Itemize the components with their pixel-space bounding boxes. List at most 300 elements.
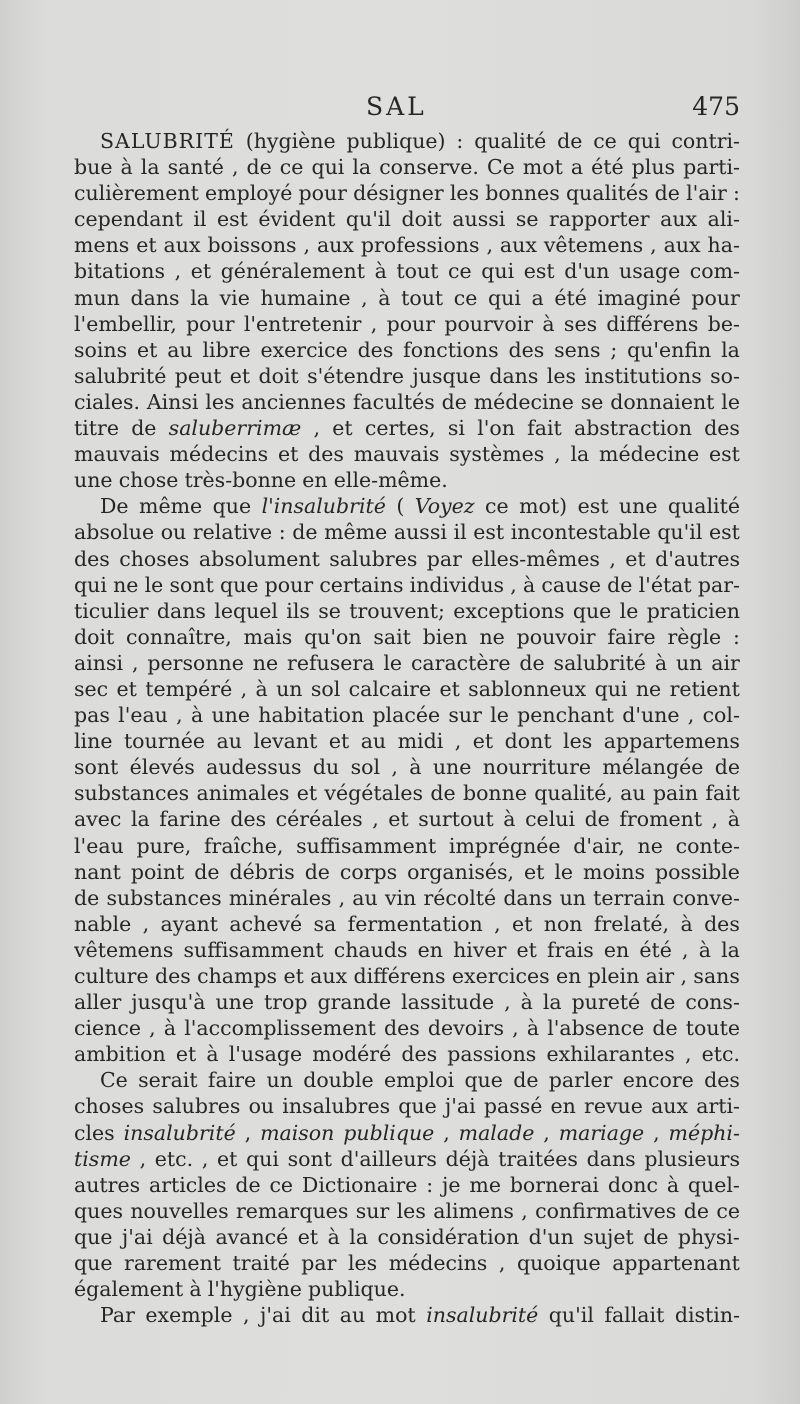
word: praticien [646, 598, 740, 623]
word: sol [350, 755, 381, 780]
word: des [704, 1068, 740, 1093]
word: achevé [229, 911, 303, 936]
word: une [211, 703, 250, 728]
word: cience [74, 1016, 141, 1041]
word: même [139, 494, 203, 519]
word: l'hygiène [207, 1277, 302, 1302]
word: de [584, 807, 610, 832]
word: de [292, 520, 318, 545]
word: ce [269, 1172, 294, 1197]
word: à [378, 285, 391, 310]
word: ayant [160, 911, 218, 936]
word: maison [260, 1120, 335, 1145]
word: l'entretenir [243, 311, 362, 336]
word: penchant [517, 703, 614, 728]
word: Ce [100, 1068, 128, 1093]
word: bornerai [509, 1172, 599, 1197]
word: doit [74, 624, 115, 649]
word: bien [422, 624, 468, 649]
word: de [683, 1198, 709, 1223]
word: insalubrité [123, 1120, 236, 1145]
word: mun [74, 285, 120, 310]
word: généralement [220, 259, 365, 284]
word: froment [619, 807, 703, 832]
word: me [469, 1172, 501, 1197]
word: caractère [410, 650, 511, 675]
word: parler [548, 1068, 613, 1093]
word: arti- [696, 1094, 740, 1119]
word: désigner [353, 181, 444, 206]
word: des [230, 807, 267, 832]
word: distin- [674, 1303, 740, 1328]
word: com- [689, 259, 740, 284]
text-line [74, 937, 740, 963]
word: dans [489, 363, 539, 388]
word: à [409, 755, 422, 780]
word: quel- [687, 1172, 740, 1197]
word: sans [693, 964, 740, 988]
word: mauvais [74, 442, 160, 467]
word: appartemens [603, 729, 740, 754]
word: autres [74, 1172, 141, 1197]
word: avec [74, 807, 122, 832]
word: ne [252, 650, 279, 675]
word: à [206, 1042, 219, 1067]
body-text [74, 128, 740, 1328]
text-line [74, 441, 740, 467]
word: so- [710, 363, 740, 388]
word: en [550, 1094, 576, 1119]
word: si [447, 416, 465, 441]
word: personne [147, 650, 244, 675]
word: l'embellir, [74, 311, 177, 336]
word: fonctions [403, 337, 499, 362]
word: le [144, 572, 164, 597]
text-line [74, 180, 740, 206]
word: : [733, 181, 740, 206]
text-line [74, 363, 740, 389]
word: je [442, 1172, 461, 1197]
word: à [666, 1172, 680, 1197]
word: elle-même. [333, 468, 448, 493]
word: et [175, 1042, 197, 1067]
word: pureté [571, 990, 641, 1015]
word: ce [593, 129, 617, 153]
word: lequel [214, 598, 278, 623]
word: exercices [451, 964, 550, 988]
word: frelaté, [593, 911, 670, 936]
word: et [136, 337, 158, 362]
word: même [324, 520, 388, 545]
word: mot [375, 1303, 416, 1328]
word: faire [607, 624, 656, 649]
word: se [515, 207, 539, 232]
word: la [570, 442, 590, 467]
word: bonnes [485, 181, 560, 206]
word: que [220, 572, 259, 597]
word: ne [479, 624, 505, 649]
word: de [430, 781, 456, 806]
word: mens [74, 233, 130, 258]
word: l'eau [74, 833, 124, 858]
word: cles [74, 1120, 115, 1145]
text-line [74, 1120, 740, 1146]
word: double [303, 1068, 374, 1093]
word: moins [583, 859, 646, 884]
word: qui [488, 285, 521, 310]
word: , [454, 729, 462, 754]
word: au [620, 781, 646, 806]
word: , [486, 233, 493, 258]
word: doit [401, 207, 442, 232]
word: qu'enfin [627, 337, 712, 362]
word: nouvelles [130, 1198, 229, 1223]
word: , [650, 233, 657, 258]
word: passé [483, 1094, 543, 1119]
word: imprégnée [448, 833, 561, 858]
word: revue [584, 1094, 643, 1119]
word: l'accomplissement [184, 1016, 376, 1041]
word: audessus [206, 755, 302, 780]
word: , [240, 676, 248, 701]
word: hiver [453, 937, 507, 962]
word: ; [610, 337, 618, 362]
word: ne [113, 572, 139, 597]
text-line [74, 258, 740, 284]
word: vêtemens [543, 233, 644, 258]
word: Ce [486, 155, 515, 180]
word: aux [499, 233, 537, 258]
word: et [332, 416, 353, 441]
word: de [519, 650, 545, 675]
word: titre [74, 416, 119, 441]
word: qualité, [534, 781, 613, 806]
word: ses [563, 311, 598, 336]
word: ils [286, 598, 310, 623]
word: à [374, 259, 387, 284]
word: qui [627, 129, 661, 153]
word: faire [207, 1068, 257, 1093]
word: , [313, 416, 321, 441]
word: l'on [477, 416, 515, 441]
word: employé [205, 181, 293, 206]
text-line [74, 1302, 740, 1328]
word: aussi [393, 520, 447, 545]
word: line [74, 729, 113, 754]
word: organisés, [407, 859, 515, 884]
page-number: 475 [692, 92, 740, 121]
word: la [130, 807, 150, 832]
word: , [361, 285, 368, 310]
word: j'ai [260, 1303, 291, 1328]
word: ( [396, 494, 405, 519]
text-line [74, 493, 740, 519]
word: de [194, 859, 220, 884]
word: dans [130, 285, 180, 310]
word: et [296, 781, 318, 806]
word: sablonneux [468, 676, 587, 701]
word: au [167, 337, 193, 362]
word: et [283, 964, 304, 988]
word: été [554, 285, 587, 310]
word: que [464, 1068, 503, 1093]
word: champs [197, 964, 278, 988]
word: aux [660, 207, 698, 232]
word: , [391, 755, 398, 780]
word: à [327, 1224, 340, 1249]
text-line [74, 1041, 740, 1067]
word: exercice [260, 337, 348, 362]
word: , [149, 1016, 156, 1041]
word: et [136, 233, 157, 258]
word: refusera [287, 650, 375, 675]
word: , [510, 572, 517, 597]
word: dans [586, 1146, 636, 1171]
word: que [212, 494, 252, 519]
word: qui [594, 676, 628, 701]
text-line [74, 572, 740, 598]
word: de [654, 181, 680, 206]
word: doit [258, 363, 299, 388]
word: ques [74, 1198, 123, 1223]
word: élevés [129, 755, 195, 780]
word: substances [106, 885, 222, 910]
word: médecins [169, 442, 269, 467]
word: pour [264, 572, 314, 597]
word: sont [169, 572, 214, 597]
word: tout [401, 285, 444, 310]
word: , [504, 990, 511, 1015]
word: publique. [307, 1277, 406, 1302]
word: les [449, 181, 480, 206]
word: par [301, 1251, 337, 1276]
word: pour [386, 311, 436, 336]
word: des [154, 964, 191, 988]
word: De [100, 494, 129, 519]
word: en [603, 937, 630, 962]
word: à [189, 1277, 202, 1302]
word: aux [663, 233, 701, 258]
word: articles [148, 1172, 227, 1197]
word: modéré [312, 1042, 392, 1067]
word: chauds [333, 937, 408, 962]
word: tempéré [145, 676, 233, 701]
word: médecins [388, 1251, 488, 1276]
word: sait [373, 624, 411, 649]
word: que [74, 1251, 113, 1276]
word: en [556, 964, 582, 988]
word: , [443, 1120, 450, 1145]
word: du [312, 755, 340, 780]
word: méphi- [668, 1120, 740, 1145]
word: une [74, 468, 113, 493]
word: de [246, 155, 272, 180]
word: cependant [74, 207, 183, 232]
word: encore [622, 1068, 694, 1093]
word: l'eau [118, 703, 168, 728]
text-line [74, 206, 740, 232]
word: etc. [154, 1146, 194, 1171]
word: mauvais [353, 442, 440, 467]
word: et [472, 729, 494, 754]
word: suffisamment [296, 833, 437, 858]
word: toute [685, 1016, 740, 1041]
word: les [563, 729, 593, 754]
word: et [217, 1146, 238, 1171]
word: , [139, 1146, 147, 1171]
text-line [74, 546, 740, 572]
word: des [357, 337, 394, 362]
word: exhilarantes [546, 1042, 675, 1067]
word: fallait [604, 1303, 665, 1328]
word: d'une [622, 703, 680, 728]
word: ce [448, 259, 472, 284]
word: récolté [423, 885, 497, 910]
word: et [190, 259, 212, 284]
word: trouvent; [349, 598, 445, 623]
word: terrain [593, 885, 666, 910]
word: que [398, 1094, 437, 1119]
word: des [308, 442, 344, 467]
word: donnaient [610, 389, 715, 414]
word: SALUBRITÉ [100, 129, 235, 153]
word: et [328, 729, 350, 754]
word: est [473, 520, 505, 545]
word: sec [74, 676, 109, 701]
word: des [401, 1042, 438, 1067]
text-line [74, 232, 740, 258]
word: les [347, 1251, 378, 1276]
word: sur [355, 1198, 390, 1223]
word: traitées [498, 1146, 578, 1171]
word: et [524, 859, 545, 884]
word: pour [186, 311, 235, 336]
word: est [709, 442, 740, 467]
word: cause [541, 572, 601, 597]
word: a [570, 155, 584, 180]
word: appartenant [612, 1251, 740, 1276]
word: insalubrité [426, 1303, 539, 1328]
text-line [74, 154, 740, 180]
word: évident [258, 207, 336, 232]
word: différens [606, 311, 699, 336]
word: substances [74, 781, 190, 806]
word: choses [119, 546, 190, 571]
word: ce [453, 285, 478, 310]
word: usage [619, 259, 681, 284]
word: déjà [162, 1224, 206, 1249]
text-line [74, 650, 740, 676]
word: qu'il [548, 1303, 594, 1328]
word: et [116, 676, 137, 701]
word: rarement [124, 1251, 221, 1276]
word: minérales [228, 885, 332, 910]
word: certains [319, 572, 404, 597]
word: plusieurs [644, 1146, 740, 1171]
word: : [278, 520, 286, 545]
word: végétales [324, 781, 424, 806]
word: que [572, 598, 612, 623]
running-head [76, 92, 740, 124]
word: , [176, 703, 183, 728]
word: l'absence [547, 1016, 645, 1041]
word: les [546, 363, 576, 388]
word: vêtemens [74, 937, 174, 962]
word: dans [156, 598, 206, 623]
word: jusqu'à [131, 990, 206, 1015]
word: la [349, 1224, 369, 1249]
word: be- [707, 311, 740, 336]
word: , [687, 703, 695, 728]
word: l'insalubrité [261, 494, 386, 519]
word: à [503, 807, 516, 832]
word: et [388, 807, 409, 832]
word: , [554, 442, 561, 467]
word: sont [74, 755, 119, 780]
word: nable [74, 911, 132, 936]
word: aller [74, 990, 122, 1015]
word: vie [219, 285, 250, 310]
word: abstraction [574, 416, 692, 441]
word: grande [317, 990, 392, 1015]
word: sujet [583, 1224, 634, 1249]
word: ainsi [74, 650, 124, 675]
word: de [643, 1224, 669, 1249]
word: , [231, 155, 239, 180]
word: ou [248, 1094, 275, 1119]
word: déjà [445, 1146, 490, 1171]
text-line [74, 128, 740, 154]
word: possible [655, 859, 740, 884]
word: ne [637, 833, 663, 858]
text-line [74, 598, 740, 624]
word: de [652, 1016, 678, 1041]
word: est [523, 259, 555, 284]
text-line [74, 311, 740, 337]
word: midi [397, 729, 444, 754]
text-line [74, 415, 740, 441]
text-line [74, 989, 740, 1015]
word: devoirs [427, 1016, 504, 1041]
word: salubrité [74, 363, 167, 388]
word: emploi [383, 1068, 455, 1093]
word: , [711, 807, 719, 832]
word: salubres [152, 1094, 241, 1119]
word: des [704, 911, 740, 936]
text-line [74, 1172, 740, 1198]
word: : [456, 129, 464, 153]
word: , [498, 1251, 506, 1276]
word: (hygiène [245, 129, 336, 153]
word: pure, [136, 833, 192, 858]
word: à [120, 155, 133, 180]
word: la [140, 155, 160, 180]
word: sont [287, 1146, 332, 1171]
word: de [304, 859, 330, 884]
word: dont [504, 729, 552, 754]
word: , [131, 650, 139, 675]
word: qualité [474, 129, 547, 153]
word: de [441, 389, 467, 414]
word: confirmatives [535, 1198, 677, 1223]
word: conve- [672, 885, 740, 910]
word: alimens [433, 1198, 514, 1223]
word: traité [232, 1251, 290, 1276]
word: donc [607, 1172, 658, 1197]
word: , [682, 937, 689, 962]
word: qui [74, 572, 107, 597]
word: j'ai [444, 1094, 476, 1119]
